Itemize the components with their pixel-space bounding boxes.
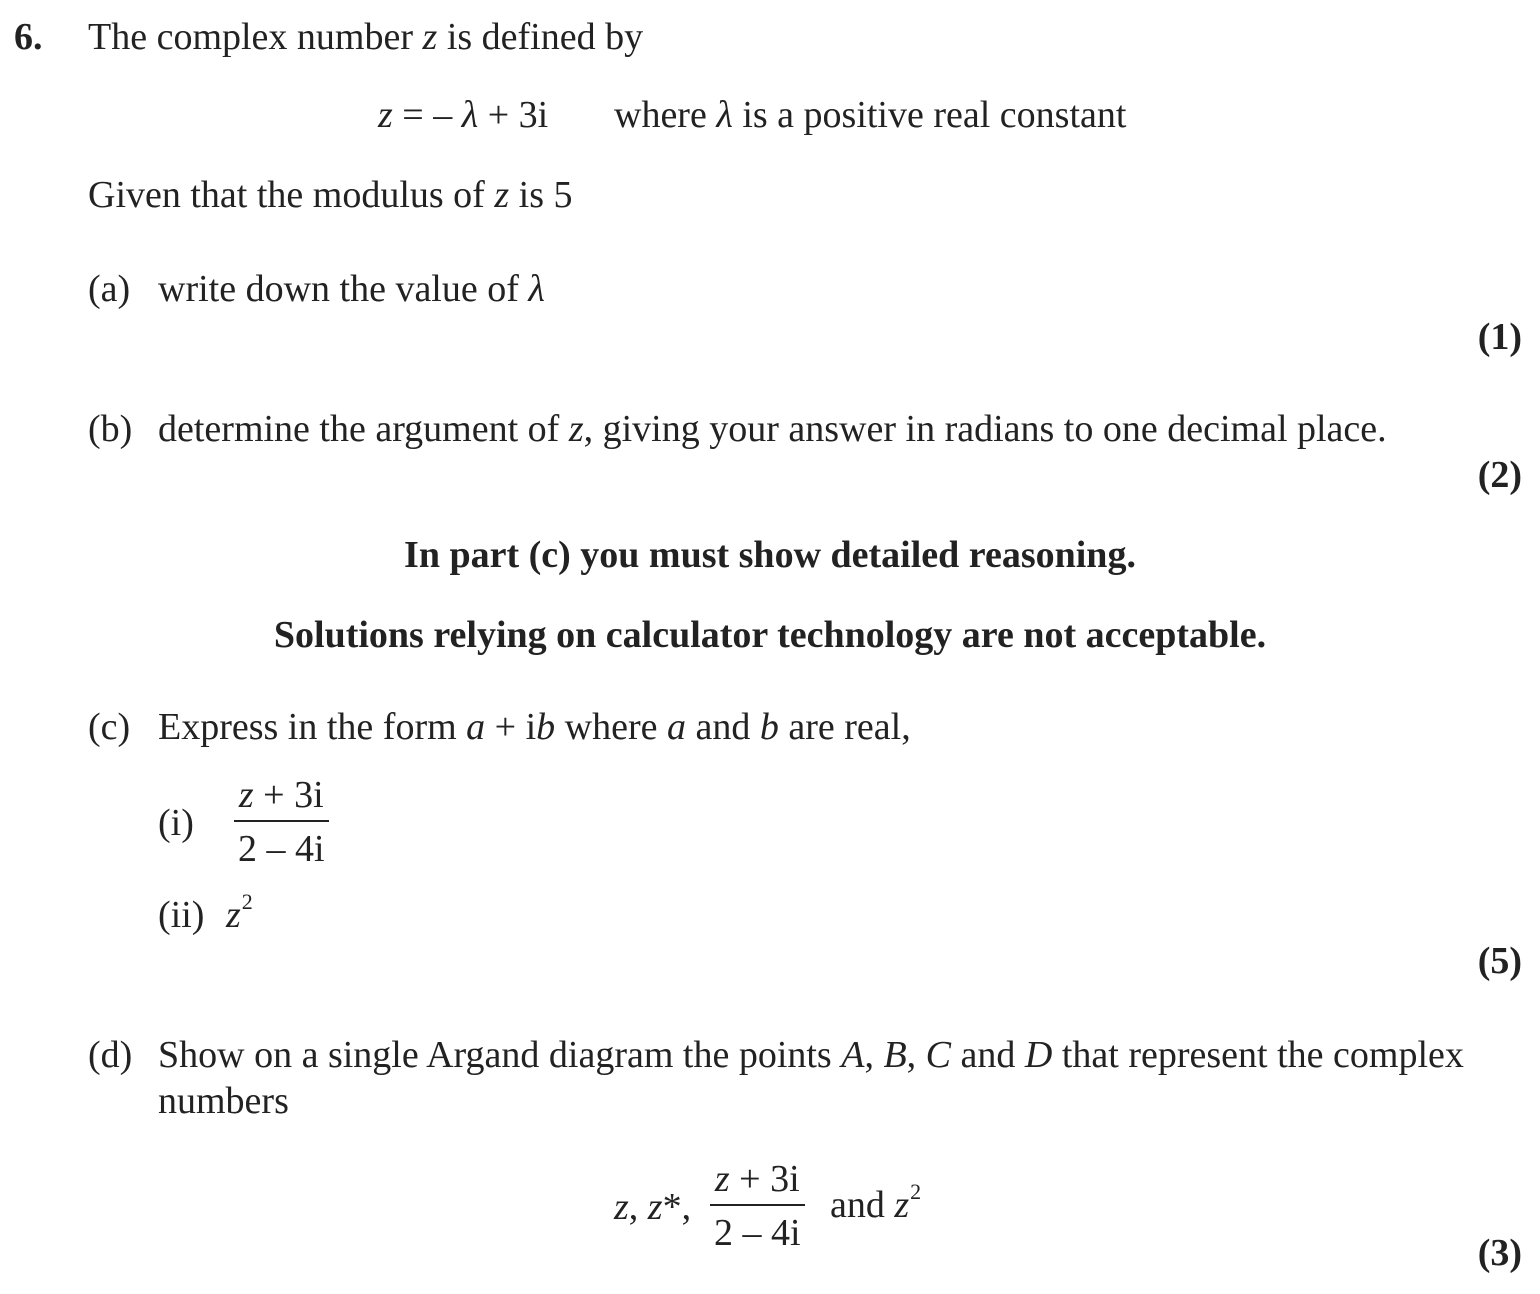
part-c-label: (c)	[88, 706, 131, 748]
part-c-i-fraction	[234, 776, 329, 868]
question-intro: The complex number z is defined by	[88, 16, 644, 58]
part-d-list-end: and $z^2$	[830, 1179, 922, 1226]
part-c-text: Express in the form a + ib where a and b are real,	[158, 706, 911, 748]
part-d-fraction	[710, 1160, 805, 1252]
part-b-marks: (2)	[1477, 454, 1522, 496]
given-modulus: Given that the modulus of z is 5	[88, 174, 573, 216]
part-c-ii-label: (ii)	[158, 894, 205, 936]
fraction-numerator: z + 3i	[714, 1158, 800, 1200]
part-d-list-start: z, z*,	[614, 1186, 692, 1228]
fraction-denominator: 2 – 4i	[238, 828, 325, 870]
instruction-no-calculator: Solutions relying on calculator technology are not acceptable.	[273, 614, 1267, 656]
question-number: 6.	[14, 16, 43, 58]
part-d-marks: (3)	[1477, 1232, 1522, 1274]
part-d-text: Show on a single Argand diagram the points A, B, C and D that represent the complex	[158, 1034, 1464, 1076]
fraction-denominator: 2 – 4i	[714, 1212, 801, 1254]
part-c-marks: (5)	[1477, 940, 1522, 982]
part-c-i-label: (i)	[158, 802, 194, 844]
definition-equation: z = – λ + 3i	[378, 94, 549, 136]
part-a-text: write down the value of λ	[158, 268, 545, 310]
part-d-label: (d)	[88, 1034, 133, 1076]
part-b-label: (b)	[88, 408, 133, 450]
fraction-numerator: z + 3i	[238, 774, 324, 816]
part-d-text-line2: numbers	[158, 1080, 289, 1122]
definition-where: where λ is a positive real constant	[614, 94, 1127, 136]
part-c-ii-expression: $z^2$	[226, 889, 253, 936]
part-a-marks: (1)	[1477, 316, 1522, 358]
part-a-label: (a)	[88, 268, 131, 310]
part-b-text: determine the argument of z, giving your answer in radians to one decimal place.	[158, 408, 1387, 450]
instruction-detailed-reasoning: In part (c) you must show detailed reasoning.	[404, 534, 1136, 576]
